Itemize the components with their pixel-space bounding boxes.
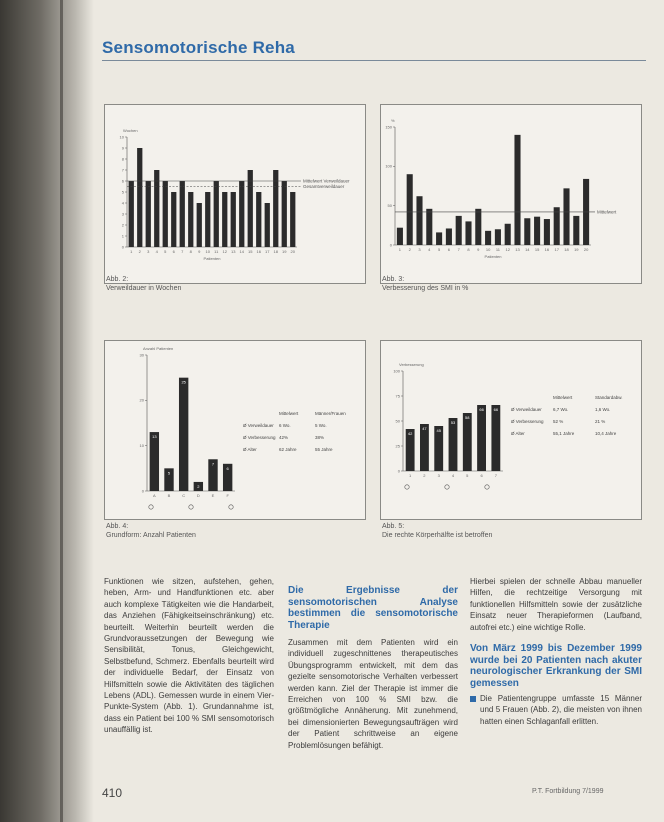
chart-verweildauer bbox=[105, 105, 365, 283]
bar bbox=[273, 170, 278, 247]
data-label: 45 bbox=[436, 428, 441, 433]
y-tick-label: 20 bbox=[139, 397, 144, 403]
group-icon bbox=[229, 505, 233, 509]
bar bbox=[436, 232, 442, 245]
bar bbox=[163, 181, 168, 247]
page-title: Sensomotorische Reha bbox=[102, 38, 295, 57]
x-tick-label: 15 bbox=[534, 247, 540, 252]
bar bbox=[420, 424, 429, 471]
data-label: 53 bbox=[450, 420, 456, 425]
x-tick-label: 5 bbox=[466, 473, 469, 478]
x-tick-label: 3 bbox=[418, 247, 421, 252]
paragraph: Funktionen wie sitzen, aufstehen, gehen, heben, Arm- und Handfunktionen etc. aber auch komplexe Tätigkeiten wie die Handarbeit, das Anziehen (Fähigkeitseinschränkung) etc. beurteilt. Weiterhin beurteilt werden die Grundvoraussetzungen der Bewegung wie Sensibilität, Tonus, Gleichgewicht, Selbstbefund, Schmerz. Ebenfalls beurteilt wird der individuelle Bedarf, der Einsatz von Hilfsmitteln sowie die Aktivitäten des täglichen Lebens (ADL). Gemessen wurde in einem Vier-Punkte-System (Abb. 1). Grundannahme ist, dass ein Patient bei 100 % SMI sensomotorisch unauffällig ist. bbox=[104, 577, 274, 735]
x-tick-label: 5 bbox=[437, 247, 441, 252]
y-tick-label: 3 bbox=[121, 211, 124, 217]
bar bbox=[465, 221, 471, 245]
table-cell: Ø Verweildauer bbox=[511, 407, 542, 412]
bar bbox=[129, 181, 134, 247]
x-tick-label: 3 bbox=[437, 473, 440, 478]
y-tick-label: 0 bbox=[121, 244, 124, 250]
bar bbox=[231, 192, 236, 247]
data-label: 66 bbox=[479, 407, 484, 412]
y-tick-label: 0 bbox=[397, 468, 400, 474]
bar bbox=[416, 196, 422, 245]
paragraph: Hierbei spielen der schnelle Abbau manueller Hilfen, die rechtzeitige Versorgung mit funktionellen Hilfsmitteln sowie der zusätzliche Einsatz neuer Therapieformen (Laufband, autofrei etc.) eine wichtige Rolle. bbox=[470, 577, 642, 632]
x-tick-label: 14 bbox=[525, 247, 530, 252]
x-tick-label: 1 bbox=[398, 247, 402, 252]
paragraph: Zusammen mit dem Patienten wird ein individuell zugeschnittenes therapeutisches Übungsprogramm entwickelt, mit dem das gezielte sensomotorische Verhalten verbessert werden kann. Ziel der Therapie ist immer die Erreichen von 100 % SMI bzw. die größtmögliche Annäherung. Mit zunehmend, bei dimensionierten Bewegungsaufträgen wird der Patient schrittweise an eigene Problemlösungen befähigt. bbox=[288, 638, 458, 750]
y-axis-label: Verbesserung bbox=[399, 362, 424, 367]
bar bbox=[397, 228, 403, 245]
caption-number: Abb. 2: bbox=[106, 276, 129, 283]
bar bbox=[214, 181, 219, 247]
bar bbox=[197, 203, 202, 247]
x-tick-label: A bbox=[152, 493, 156, 498]
figure-2 bbox=[380, 104, 642, 284]
caption-number: Abb. 3: bbox=[382, 276, 405, 283]
figure-1-caption bbox=[106, 275, 181, 293]
bar bbox=[554, 207, 560, 245]
reference-line-label: Mittelwert bbox=[597, 209, 617, 215]
figure-3-caption bbox=[106, 522, 196, 540]
bar bbox=[188, 192, 193, 247]
female-icon bbox=[149, 505, 153, 509]
x-tick-label: 7 bbox=[494, 473, 497, 478]
table-cell: 42% bbox=[279, 435, 289, 440]
y-tick-label: 0 bbox=[141, 488, 144, 494]
table-cell: 62 Jahre bbox=[279, 447, 297, 452]
page-footer: P.T. Fortbildung 7/1999 bbox=[532, 788, 604, 795]
x-tick-label: 2 bbox=[408, 247, 411, 252]
y-tick-label: 4 bbox=[121, 200, 124, 206]
x-tick-label: 2 bbox=[423, 473, 426, 478]
x-tick-label: E bbox=[211, 493, 215, 498]
x-tick-label: 1 bbox=[130, 249, 133, 254]
x-tick-label: 17 bbox=[554, 247, 559, 252]
data-label: 58 bbox=[465, 415, 470, 420]
bar bbox=[449, 418, 458, 471]
caption-text: Grundform: Anzahl Patienten bbox=[106, 532, 196, 539]
table-cell: 10,4 Jahre bbox=[595, 431, 617, 436]
bar bbox=[463, 413, 472, 471]
x-tick-label: 20 bbox=[290, 249, 295, 254]
figure-2-caption bbox=[382, 275, 468, 293]
x-tick-label: 15 bbox=[248, 249, 253, 254]
bullet-item: Die Patientengruppe umfasste 15 Männer und 5 Frauen (Abb. 2), die meisten von ihnen hatten einen Schlaganfall erlitten. bbox=[470, 693, 642, 727]
bar bbox=[180, 181, 185, 247]
bar bbox=[248, 170, 253, 247]
x-tick-label: 12 bbox=[505, 247, 510, 252]
figure-1 bbox=[104, 104, 366, 284]
x-tick-label: 4 bbox=[428, 247, 431, 252]
x-tick-label: 6 bbox=[480, 473, 483, 478]
bar bbox=[485, 231, 491, 245]
section-heading: Die Ergebnisse der sensomotorischen Analyse bestimmen die sensomotorische Therapie bbox=[288, 585, 458, 631]
bar bbox=[475, 209, 481, 245]
page-gutter-shadow bbox=[0, 0, 94, 822]
female-icon bbox=[405, 485, 409, 489]
bar bbox=[544, 219, 550, 245]
chart-rechte-koerperhaelfte bbox=[381, 341, 641, 519]
y-tick-label: 30 bbox=[139, 352, 144, 358]
y-tick-label: 10 bbox=[139, 443, 144, 449]
x-tick-label: 7 bbox=[181, 249, 184, 254]
title-rule bbox=[102, 60, 646, 61]
bar bbox=[137, 148, 142, 247]
table-cell: 21 % bbox=[595, 419, 606, 424]
x-tick-label: 10 bbox=[205, 249, 210, 254]
x-tick-label: 5 bbox=[164, 249, 167, 254]
y-axis-label: Wochen bbox=[123, 128, 138, 133]
x-tick-label: 20 bbox=[583, 247, 589, 252]
x-tick-label: 18 bbox=[564, 247, 569, 252]
x-tick-label: 19 bbox=[282, 249, 287, 254]
y-tick-label: 100 bbox=[385, 163, 392, 169]
bar bbox=[477, 405, 486, 471]
x-axis-label: Patienten bbox=[203, 256, 221, 261]
x-tick-label: 19 bbox=[574, 247, 579, 252]
male-icon bbox=[445, 485, 449, 489]
caption-text: Verbesserung des SMI in % bbox=[382, 285, 469, 292]
data-label: 42 bbox=[407, 431, 413, 436]
table-header: Standardabw. bbox=[595, 395, 623, 400]
reference-line-label: Gesamtverweildauer bbox=[303, 184, 345, 189]
x-tick-label: 13 bbox=[231, 249, 236, 254]
x-tick-label: F bbox=[226, 493, 229, 498]
data-label: 66 bbox=[493, 407, 499, 412]
table-cell: 55,1 Jahre bbox=[553, 431, 575, 436]
table-header: Mittelwert bbox=[553, 395, 573, 400]
table-cell: 55 Jahre bbox=[315, 447, 333, 452]
bar bbox=[505, 224, 511, 245]
x-tick-label: 9 bbox=[477, 247, 480, 252]
bar bbox=[573, 216, 579, 245]
x-tick-label: 4 bbox=[155, 249, 158, 254]
y-tick-label: 8 bbox=[121, 156, 124, 162]
caption-number: Abb. 5: bbox=[382, 523, 405, 530]
figure-4 bbox=[380, 340, 642, 520]
data-label: 13 bbox=[152, 434, 157, 440]
table-cell: 5 Wo. bbox=[315, 423, 327, 428]
group-icon bbox=[485, 485, 489, 489]
reference-line-label: Mittelwert Verweildauer bbox=[303, 178, 350, 184]
data-label: 25 bbox=[181, 379, 186, 385]
table-cell: 6,7 Wo. bbox=[553, 407, 569, 412]
x-tick-label: D bbox=[196, 493, 200, 498]
bar bbox=[495, 229, 501, 245]
table-cell: 38% bbox=[315, 435, 325, 440]
data-label: 6 bbox=[226, 465, 229, 471]
x-tick-label: 18 bbox=[273, 249, 278, 254]
x-tick-label: 16 bbox=[544, 247, 550, 252]
y-tick-label: 50 bbox=[395, 418, 400, 424]
bar bbox=[154, 170, 159, 247]
x-tick-label: 9 bbox=[198, 249, 201, 254]
bar bbox=[239, 181, 244, 247]
table-cell: Ø Verbesserung bbox=[511, 419, 544, 424]
figure-4-caption bbox=[382, 522, 492, 540]
bar bbox=[563, 188, 569, 245]
y-tick-label: 2 bbox=[121, 222, 124, 228]
bar bbox=[534, 217, 540, 245]
data-label: 5 bbox=[167, 470, 171, 476]
y-tick-label: 5 bbox=[121, 189, 124, 195]
table-cell: 52 % bbox=[553, 419, 564, 424]
caption-text: Verweildauer in Wochen bbox=[106, 285, 182, 292]
bar bbox=[407, 174, 413, 245]
bar bbox=[205, 192, 210, 247]
x-tick-label: 12 bbox=[222, 249, 227, 254]
text-column-1 bbox=[104, 576, 274, 736]
x-tick-label: 4 bbox=[451, 473, 455, 478]
bar bbox=[171, 192, 176, 247]
y-tick-label: 100 bbox=[393, 368, 400, 374]
x-tick-label: 11 bbox=[214, 249, 219, 254]
y-axis-label: Anzahl Patienten bbox=[143, 346, 174, 351]
x-tick-label: 2 bbox=[138, 249, 141, 254]
y-tick-label: 75 bbox=[395, 393, 400, 399]
bar bbox=[282, 181, 287, 247]
x-tick-label: 6 bbox=[447, 247, 451, 252]
y-tick-label: 0 bbox=[389, 242, 392, 248]
y-tick-label: 50 bbox=[387, 203, 392, 209]
x-tick-label: 16 bbox=[256, 249, 261, 254]
bar bbox=[256, 192, 261, 247]
x-tick-label: C bbox=[182, 493, 186, 498]
bar bbox=[446, 228, 452, 245]
x-axis-label: Patienten bbox=[484, 254, 502, 259]
x-tick-label: 14 bbox=[239, 249, 244, 254]
y-tick-label: 150 bbox=[385, 124, 392, 130]
bar bbox=[514, 135, 520, 245]
y-tick-label: 10 bbox=[119, 134, 124, 140]
book-spine bbox=[60, 0, 63, 822]
y-tick-label: 9 bbox=[121, 145, 124, 151]
bar bbox=[146, 181, 151, 247]
bar bbox=[524, 218, 530, 245]
x-tick-label: 6 bbox=[172, 249, 175, 254]
x-tick-label: 3 bbox=[147, 249, 150, 254]
chart-anzahl-patienten bbox=[105, 341, 365, 519]
y-tick-label: 1 bbox=[121, 233, 124, 239]
section-heading: Von März 1999 bis Dezember 1999 wurde bei 20 Patienten nach akuter neurologischer Erkrankung der SMI gemessen bbox=[470, 643, 642, 689]
caption-number: Abb. 4: bbox=[106, 523, 129, 530]
y-axis-label: % bbox=[391, 118, 395, 123]
table-cell: 1,6 Wo. bbox=[595, 407, 611, 412]
table-header: Mittelwert bbox=[279, 411, 299, 416]
caption-text: Die rechte Körperhälfte ist betroffen bbox=[382, 532, 493, 539]
table-cell: Ø Verweildauer bbox=[243, 423, 274, 428]
bar bbox=[222, 192, 227, 247]
page-number: 410 bbox=[102, 786, 123, 800]
bar bbox=[179, 378, 188, 491]
x-tick-label: 10 bbox=[485, 247, 491, 252]
text-column-2 bbox=[288, 585, 458, 751]
data-label: 47 bbox=[422, 426, 427, 431]
bar bbox=[290, 192, 295, 247]
data-label: 2 bbox=[197, 483, 200, 489]
table-cell: 6 Wo. bbox=[279, 423, 291, 428]
figure-3 bbox=[104, 340, 366, 520]
data-label: 7 bbox=[211, 461, 215, 467]
bar bbox=[265, 203, 270, 247]
x-tick-label: B bbox=[167, 493, 171, 498]
bar bbox=[150, 432, 159, 491]
bar bbox=[426, 209, 432, 245]
x-tick-label: 17 bbox=[265, 249, 270, 254]
male-icon bbox=[189, 505, 193, 509]
table-header: Männer/Frauen bbox=[315, 411, 346, 416]
chart-smi-verbesserung bbox=[381, 105, 641, 283]
x-tick-label: 7 bbox=[457, 247, 460, 252]
table-cell: Ø Alter bbox=[243, 447, 257, 452]
table-cell: Ø Alter bbox=[511, 431, 525, 436]
y-tick-label: 7 bbox=[121, 167, 124, 173]
x-tick-label: 8 bbox=[189, 249, 192, 254]
x-tick-label: 1 bbox=[409, 473, 412, 478]
bar bbox=[456, 216, 462, 245]
bar bbox=[491, 405, 500, 471]
x-tick-label: 13 bbox=[515, 247, 520, 252]
y-tick-label: 6 bbox=[121, 178, 124, 184]
x-tick-label: 11 bbox=[495, 247, 500, 252]
y-tick-label: 25 bbox=[395, 443, 400, 449]
x-tick-label: 8 bbox=[467, 247, 470, 252]
table-cell: Ø Verbesserung bbox=[243, 435, 276, 440]
text-column-3 bbox=[470, 576, 642, 727]
